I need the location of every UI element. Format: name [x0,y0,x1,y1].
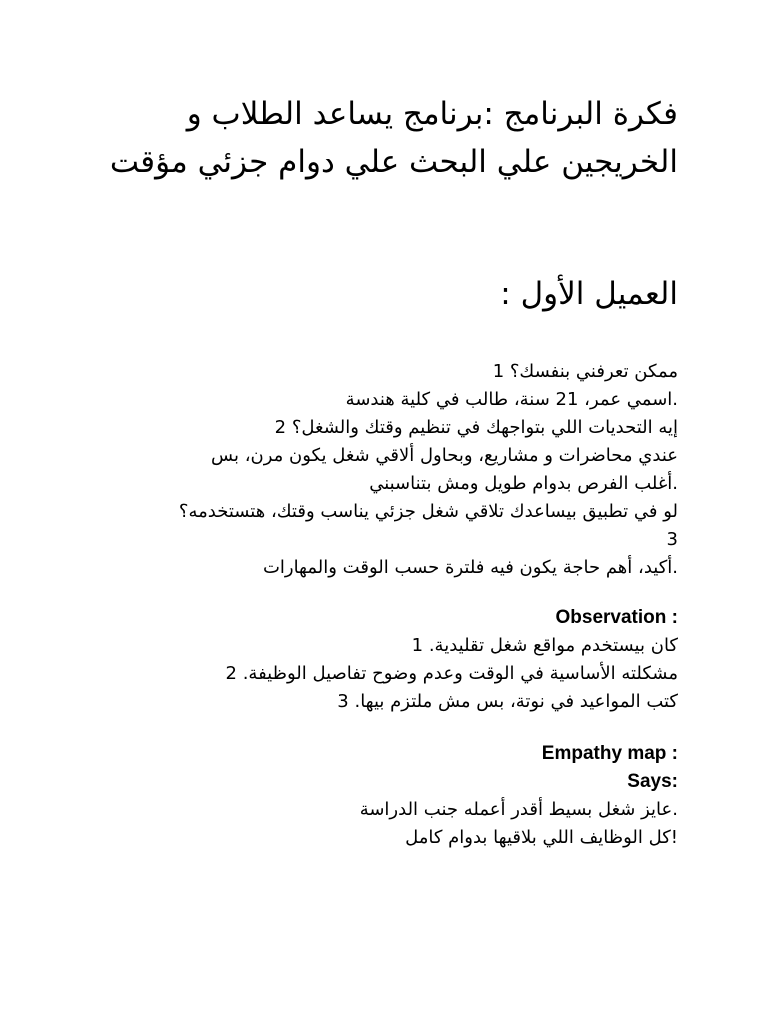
answer-2-line-1: عندي محاضرات و مشاريع، وبحاول ألاقي شغل يكون مرن، بس [211,445,678,466]
observation-item: مشكلته الأساسية في الوقت وعدم وضوح تفاصيل الوظيفة. 2 [225,663,678,684]
document-page [90,0,678,1024]
says-item: .عايز شغل بسيط أقدر أعمله جنب الدراسة [359,799,678,820]
observation-heading: Observation : [555,607,678,628]
says-label: Says: [627,771,678,792]
question-3-line-1: لو في تطبيق بيساعدك تلاقي شغل جزئي يناسب وقتك، هتستخدمه؟ [178,501,678,522]
page-title: فكرة البرنامج :برنامج يساعد الطلاب و الخريجين علي البحث علي دوام جزئي مؤقت [109,96,678,180]
question-1: ممكن تعرفني بنفسك؟ 1 [492,361,678,382]
question-3-line-2: 3 [666,529,678,550]
says-item: !كل الوظايف اللي بلاقيها بدوام كامل [405,827,678,848]
answer-1: .اسمي عمر، 21 سنة، طالب في كلية هندسة [345,389,678,410]
observation-item: كان بيستخدم مواقع شغل تقليدية. 1 [411,635,678,656]
answer-2-line-2: .أغلب الفرص بدوام طويل ومش بتناسبني [369,473,678,494]
empathy-map-section [90,740,678,852]
observation-section [90,604,678,716]
observation-item: كتب المواعيد في نوتة، بس مش ملتزم بيها. 3 [337,691,678,712]
question-2: إيه التحديات اللي بتواجهك في تنظيم وقتك والشغل؟ 2 [274,417,678,438]
empathy-map-heading: Empathy map : [541,743,678,764]
interview-section [90,358,678,582]
answer-3: .أكيد، أهم حاجة يكون فيه فلترة حسب الوقت والمهارات [262,557,678,578]
client-heading: العميل الأول : [500,276,678,312]
